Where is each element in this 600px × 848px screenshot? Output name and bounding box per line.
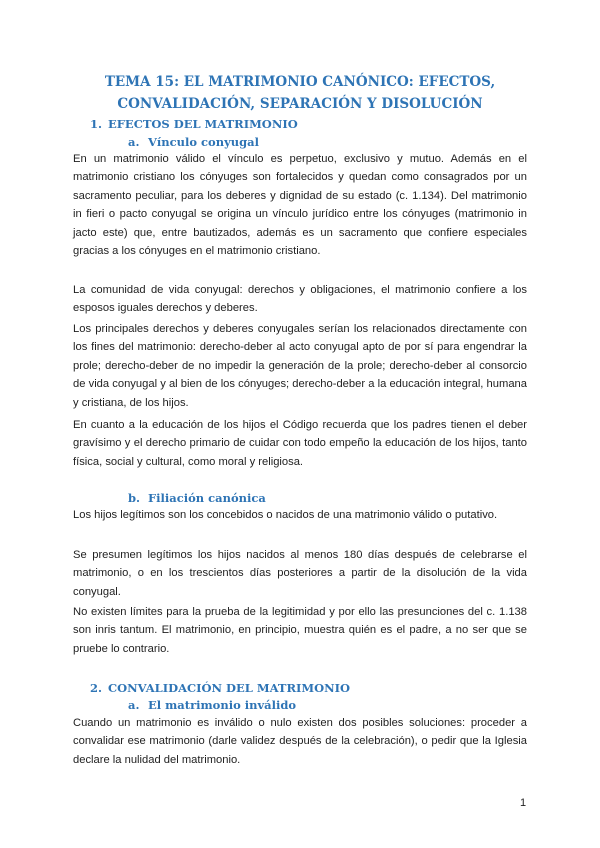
section-2-heading (90, 680, 350, 696)
paragraph-matrimonio-invalido: Cuando un matrimonio es inválido o nulo existen dos posibles soluciones: proceder a convalidar ese matrimonio (darle validez después de la celebración), o pedir que la Iglesia declare la nulidad del matrimonio. (73, 717, 527, 766)
page-number: 1 (520, 797, 527, 809)
section-2-number: 2. (90, 681, 103, 695)
paragraph-presuncion: Se presumen legítimos los hijos nacidos al menos 180 días después de celebrarse el matrimonio, o en los trescientos días posteriores a partir de la disolución de la vida conyugal. (73, 549, 527, 598)
subsection-1a-title: Vínculo conyugal (148, 135, 259, 149)
document-title-line-1: TEMA 15: EL MATRIMONIO CANÓNICO: EFECTOS, (104, 74, 496, 90)
subsection-1a-number: a. (128, 135, 140, 149)
subsection-2a-number: a. (128, 698, 140, 712)
section-1-heading (90, 116, 298, 132)
paragraph-educacion-hijos: En cuanto a la educación de los hijos el Código recuerda que los padres tienen el deber gravísimo y el derecho primario de cuidar con todo empeño la educación de los hijos, tanto física, social y cultural, como moral y religiosa. (73, 419, 527, 468)
subsection-2a-heading (128, 697, 296, 713)
section-1-title: EFECTOS DEL MATRIMONIO (108, 117, 298, 131)
section-1-number: 1. (90, 117, 103, 131)
subsection-1b-title: Filiación canónica (148, 491, 266, 505)
paragraph-prueba-legitimidad: No existen límites para la prueba de la legitimidad y por ello las presunciones del c. 1.138 son inris tantum. El matrimonio, en principio, muestra quién es el padre, a no ser que se pruebe lo contrario. (73, 606, 527, 655)
paragraph-derechos-deberes: Los principales derechos y deberes conyugales serían los relacionados directamente con los fines del matrimonio: derecho-deber al acto conyugal apto de por sí para engendrar la prole; derecho-deber de no impedir la generación de la prole; derecho-deber al consorcio de vida conyugal y al bien de los cónyuges; derecho-deber a la educación integral, humana y cristiana, de los hijos. (73, 323, 527, 409)
section-2-title: CONVALIDACIÓN DEL MATRIMONIO (108, 681, 351, 695)
paragraph-hijos-legitimos: Los hijos legítimos son los concebidos o nacidos de una matrimonio válido o putativo. (73, 509, 498, 521)
subsection-1b-number: b. (128, 491, 141, 505)
subsection-2a-title: El matrimonio inválido (148, 698, 297, 712)
subsection-1b-heading (128, 490, 266, 506)
paragraph-vinculo: En un matrimonio válido el vínculo es perpetuo, exclusivo y mutuo. Además en el matrimonio cristiano los cónyuges son fortalecidos y quedan como consagrados por un sacramento peculiar, para los deberes y dignidad de su estado (c. 1.134). Del matrimonio in fieri o pacto conyugal se origina un vínculo jurídico entre los cónyuges (matrimonio in jacto este) que, entre bautizados, además es un sacramento que confiere especiales gracias a los cónyuges en el matrimonio cristiano. (73, 153, 527, 258)
document-title-line-2: CONVALIDACIÓN, SEPARACIÓN Y DISOLUCIÓN (117, 96, 483, 112)
paragraph-comunidad-vida: La comunidad de vida conyugal: derechos y obligaciones, el matrimonio confiere a los esposos iguales derechos y deberes. (73, 284, 527, 315)
subsection-1a-heading (128, 134, 259, 150)
